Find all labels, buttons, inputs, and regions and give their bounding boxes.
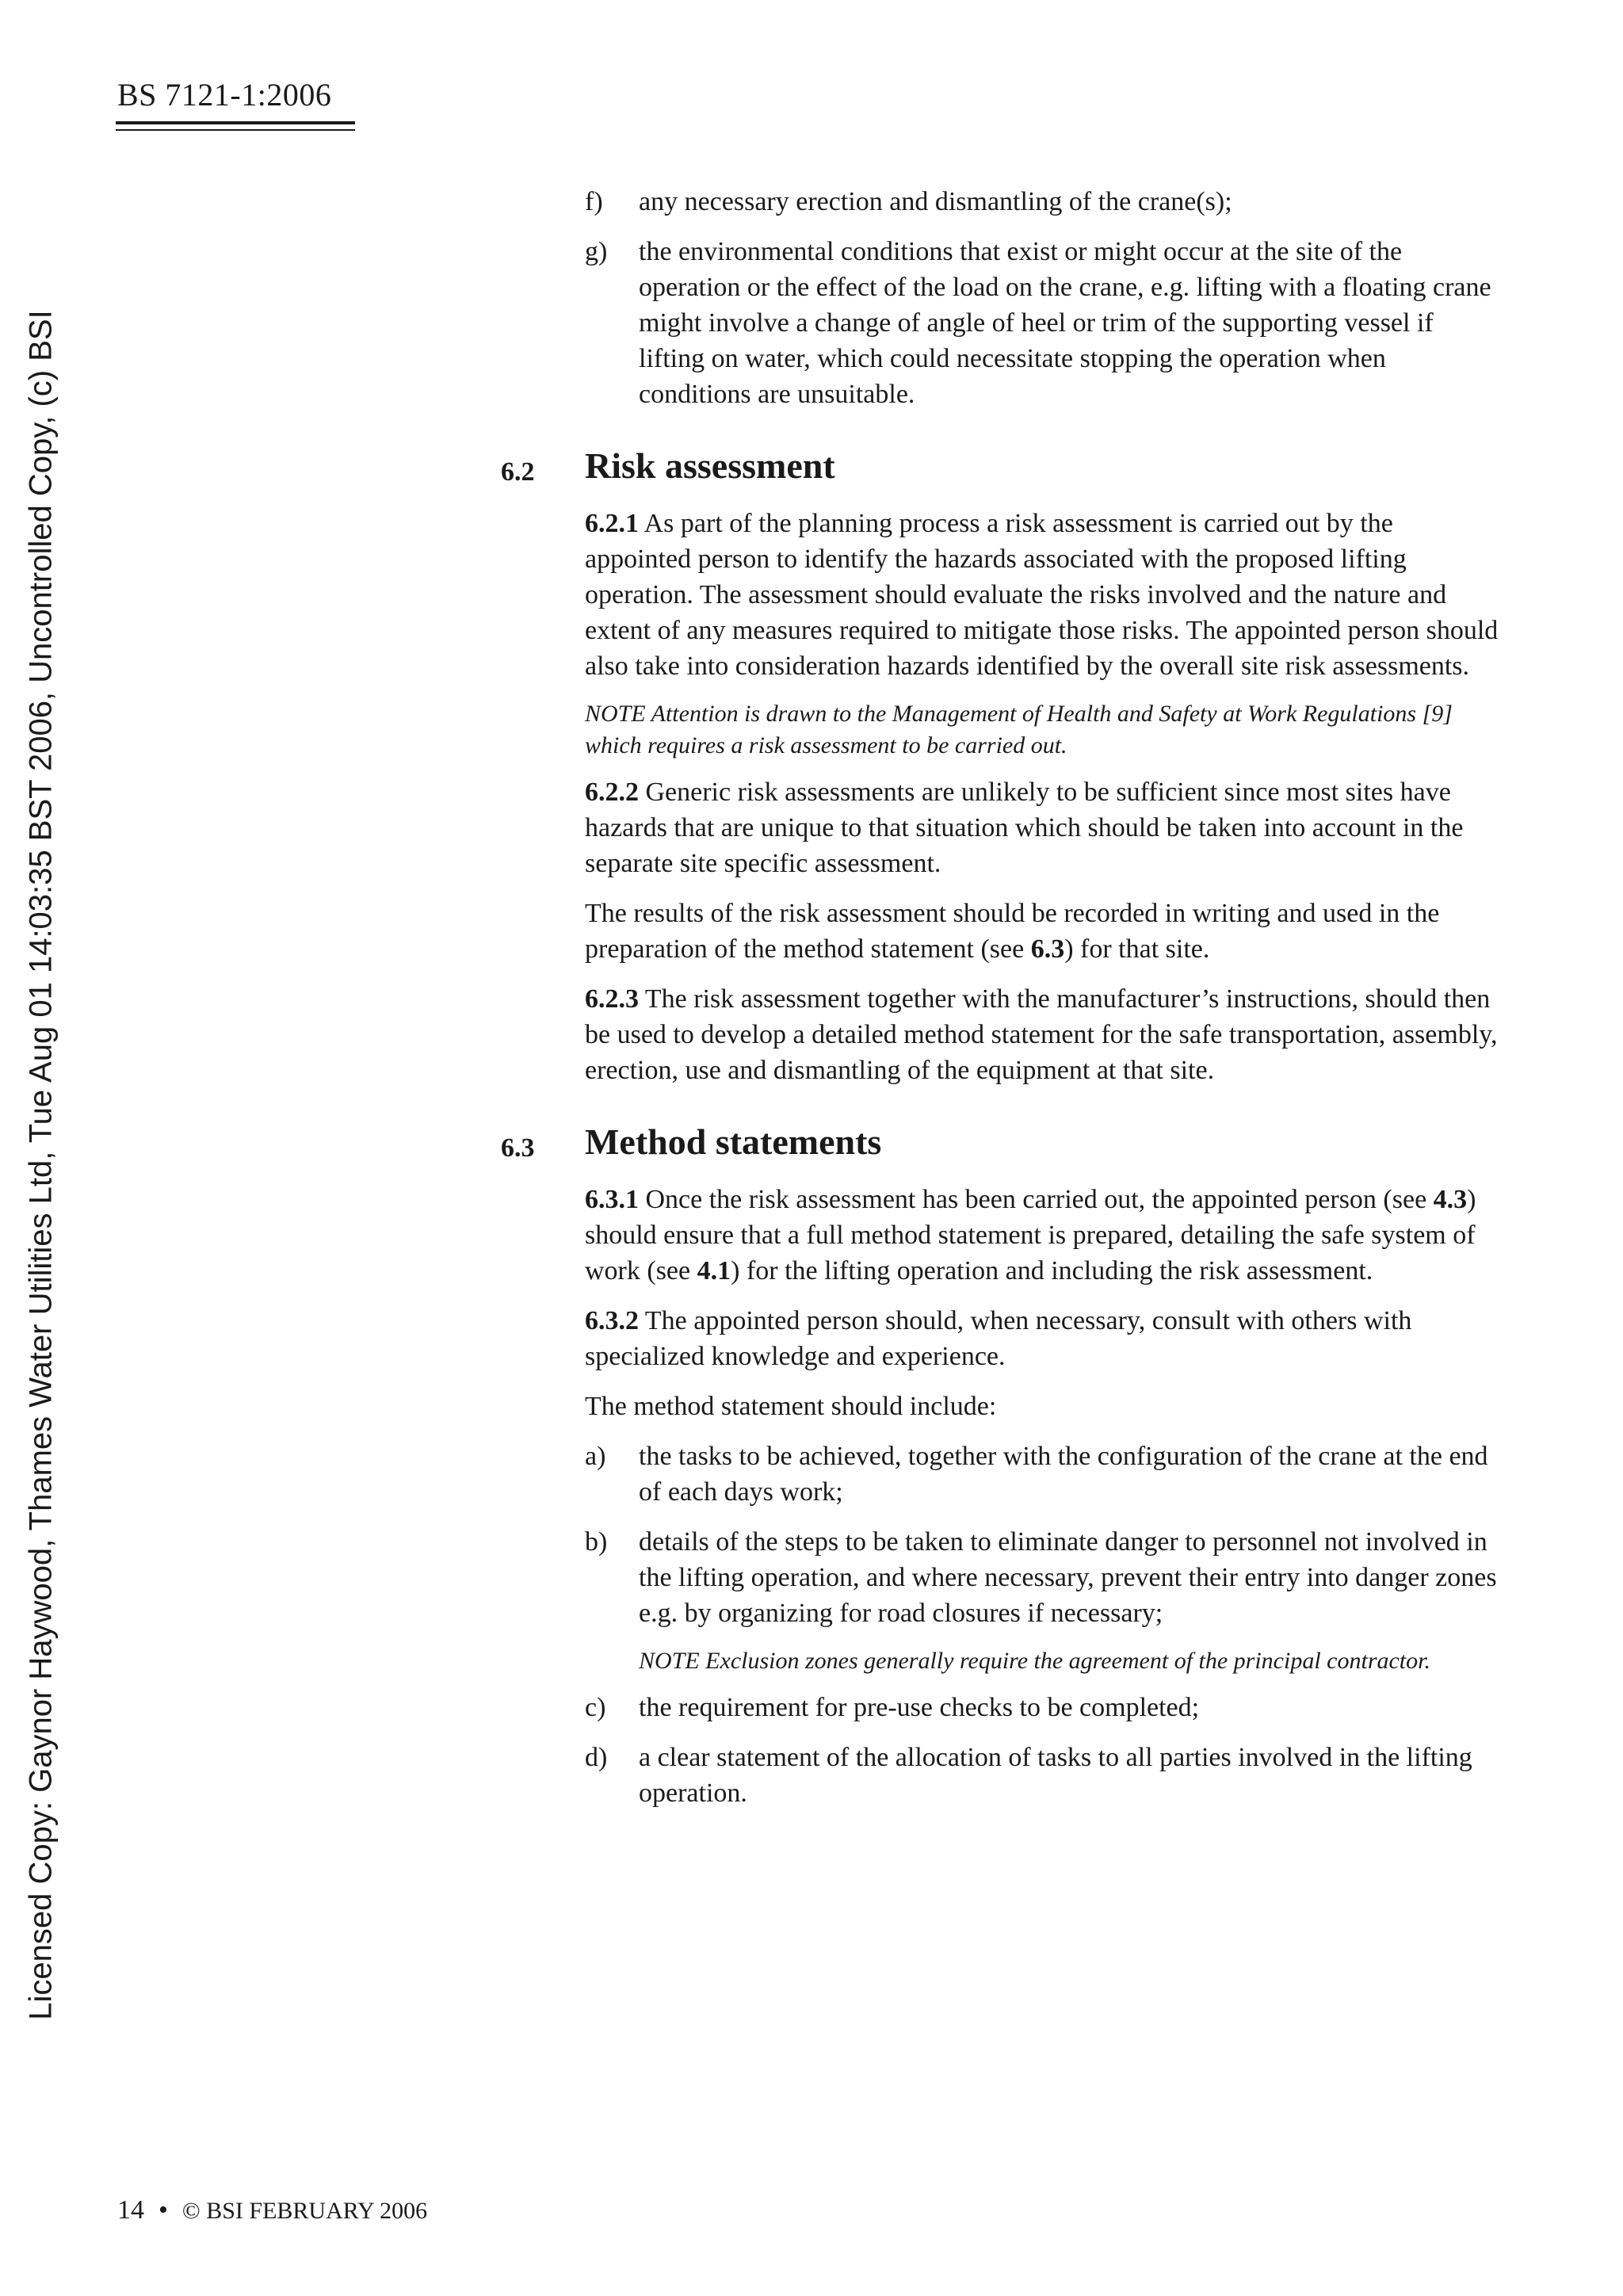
document-code: BS 7121-1:2006 — [117, 77, 332, 113]
paragraph-include: The method statement should include: — [585, 1392, 997, 1421]
section-number: 6.3 — [501, 1133, 535, 1163]
header-rule-thin — [116, 129, 355, 131]
clause-text: Once the risk assessment has been carried out, the appointed person (see — [639, 1185, 1434, 1214]
clause-6-2-2 — [585, 774, 1499, 881]
paragraph-text: ) for that site. — [1064, 934, 1210, 964]
paragraph-results — [585, 896, 1499, 967]
list-marker: b) — [585, 1527, 608, 1557]
page-content — [501, 184, 1499, 1825]
clause-text: Generic risk assessments are unlikely to be sufficient since most sites have hazards that are unique to that situation which should be taken into account in the separate site specific assessment. — [585, 777, 1464, 878]
page-footer — [117, 2195, 427, 2225]
clause-number: 6.2.2 — [585, 777, 639, 807]
list-item-f — [501, 184, 1499, 220]
header-rule-thick — [116, 121, 355, 124]
clause-6-3-1 — [585, 1182, 1499, 1289]
clause-6-3-2 — [585, 1303, 1499, 1374]
clause-text: As part of the planning process a risk assessment is carried out by the appointed person to identify the hazards associated with the proposed lifting operation. The assessment should evaluate the risks involved and the nature and extent of any measures required to mitigate those risks. The appointed person should also take into consideration hazards identified by the overall site risk assessments. — [585, 509, 1499, 681]
clause-number: 6.3.1 — [585, 1185, 639, 1214]
list-item-text: any necessary erection and dismantling of the crane(s); — [639, 187, 1232, 216]
clause-text: The risk assessment together with the manufacturer’s instructions, should then be used to develop a detailed method statement for the safe transportation, assembly, erection, use and dismantling of the equipment at that site. — [585, 984, 1498, 1085]
paragraph-text: The results of the risk assessment should be recorded in writing and used in the preparation of the method statement (see — [585, 899, 1440, 964]
footer-copyright: © BSI FEBRUARY 2006 — [181, 2198, 428, 2224]
list-item-text: the requirement for pre-use checks to be completed; — [639, 1693, 1200, 1722]
list-item-text: a clear statement of the allocation of tasks to all parties involved in the lifting operation. — [639, 1743, 1472, 1808]
list-item-g — [501, 234, 1499, 412]
clause-number: 6.2.3 — [585, 984, 639, 1014]
cross-reference: 4.3 — [1433, 1185, 1468, 1214]
list-marker: d) — [585, 1743, 608, 1772]
section-heading-6-3 — [501, 1120, 1499, 1164]
list-marker: a) — [585, 1442, 606, 1471]
list-marker: c) — [585, 1693, 606, 1722]
footer-bullet: • — [158, 2195, 168, 2225]
clause-number: 6.2.1 — [585, 509, 639, 538]
list-item-c — [501, 1690, 1499, 1725]
list-item-text: details of the steps to be taken to eliminate danger to personnel not involved in the lifting operation, and where necessary, prevent their entry into danger zones e.g. by organizing for road closures if necessary; — [639, 1527, 1497, 1628]
license-watermark: Licensed Copy: Gaynor Haywood, Thames Water Utilities Ltd, Tue Aug 01 14:03:35 BST 2006, Uncontrolled Copy, (c) BSI — [23, 310, 59, 2020]
list-item-a — [501, 1438, 1499, 1510]
page-number: 14 — [117, 2195, 144, 2225]
note-exclusion-zones: NOTE Exclusion zones generally require the agreement of the principal contractor. — [639, 1648, 1430, 1674]
section-title: Method statements — [585, 1121, 882, 1162]
cross-reference: 4.1 — [697, 1256, 731, 1286]
section-number: 6.2 — [501, 457, 535, 487]
clause-text: The appointed person should, when necessary, consult with others with specialized knowledge and experience. — [585, 1306, 1412, 1371]
section-title: Risk assessment — [585, 445, 835, 486]
cross-reference: 6.3 — [1030, 934, 1065, 964]
section-heading-6-2 — [501, 444, 1499, 488]
list-item-text: the tasks to be achieved, together with the configuration of the crane at the end of each days work; — [639, 1442, 1488, 1507]
clause-6-2-1 — [585, 506, 1499, 684]
list-item-text: the environmental conditions that exist or might occur at the site of the operation or the effect of the load on the crane, e.g. lifting with a floating crane might involve a change of angle of heel or trim of the supporting vessel if lifting on water, which could necessitate stopping the operation when conditions are unsuitable. — [639, 237, 1491, 409]
clause-text: ) for the lifting operation and including the risk assessment. — [731, 1256, 1373, 1286]
clause-6-2-3 — [585, 981, 1499, 1088]
clause-text: ) should ensure that a full method statement is prepared, detailing the safe system of work (see — [585, 1185, 1476, 1286]
list-marker: g) — [585, 237, 608, 266]
note-regulations: NOTE Attention is drawn to the Management of Health and Safety at Work Regulations [9] which requires a risk assessment to be carried out. — [585, 701, 1453, 758]
clause-number: 6.3.2 — [585, 1306, 639, 1335]
list-marker: f) — [585, 187, 603, 216]
list-item-b — [501, 1524, 1499, 1631]
list-item-d — [501, 1740, 1499, 1811]
